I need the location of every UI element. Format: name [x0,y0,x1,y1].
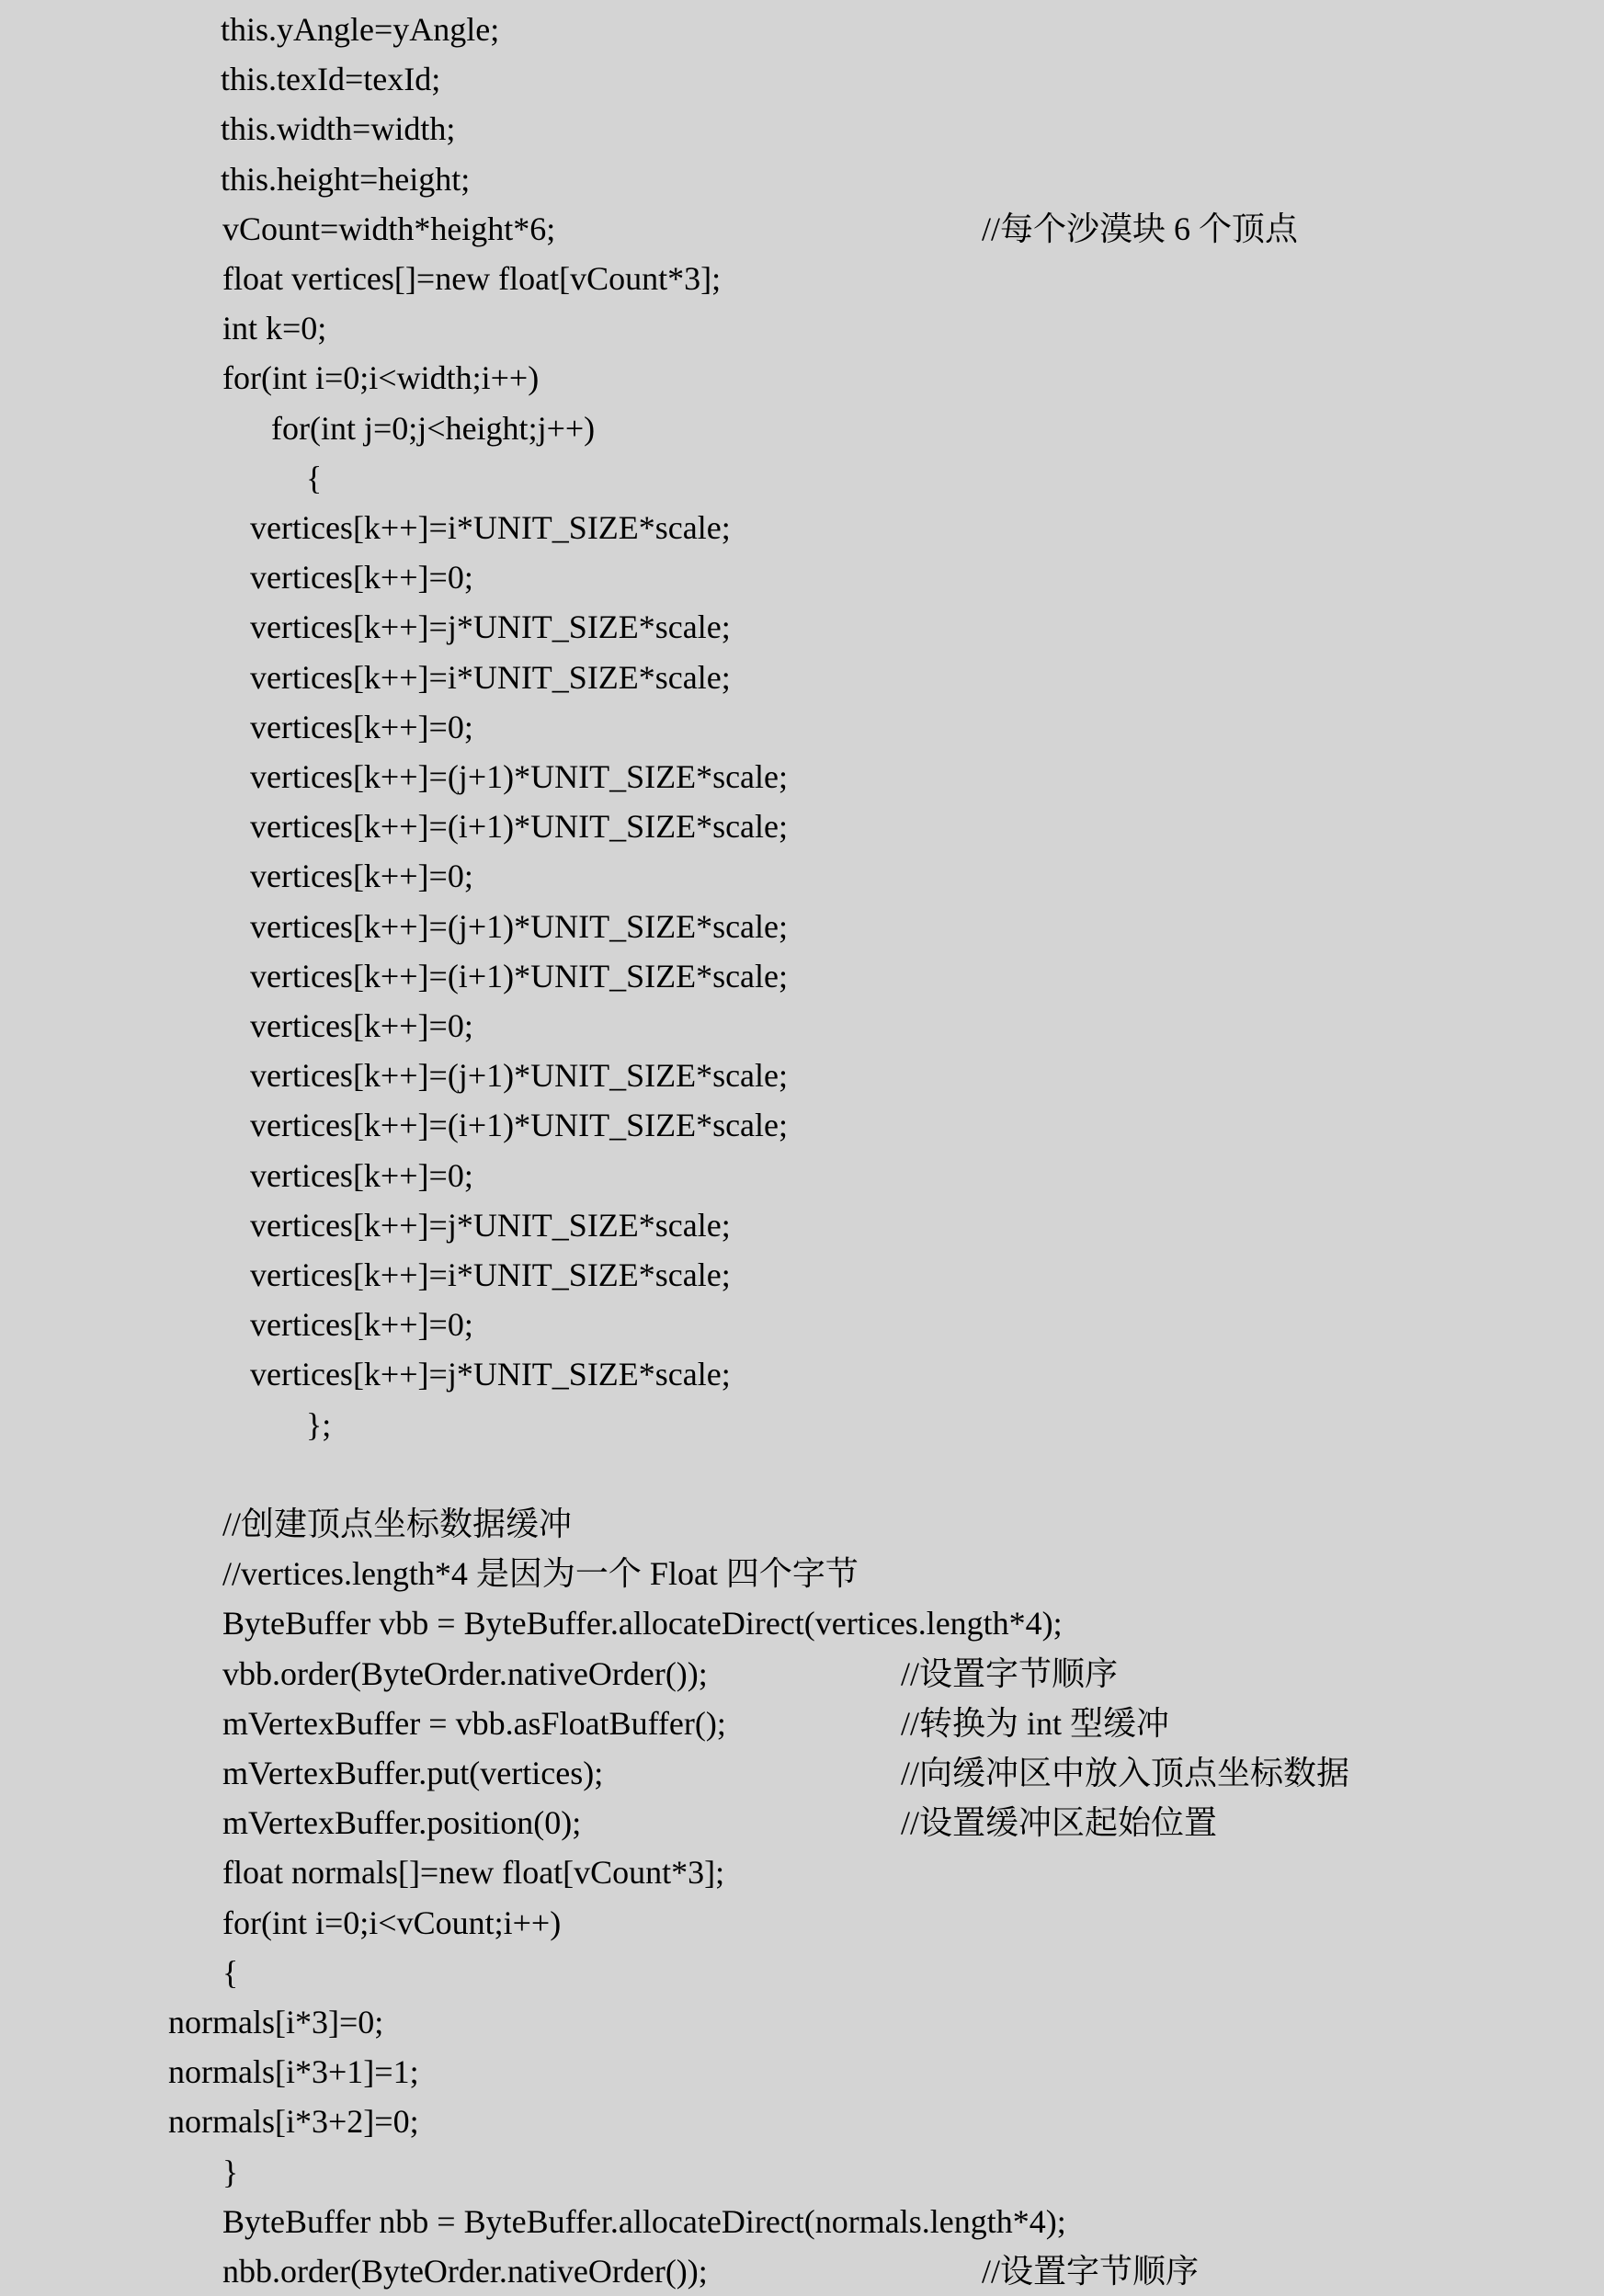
code-line: ByteBuffer vbb = ByteBuffer.allocateDirect(vertices.length*4); [222,1605,1063,1642]
code-line: vertices[k++]=(i+1)*UNIT_SIZE*scale; [250,808,789,846]
code-line: for(int i=0;i<vCount;i++) [222,1904,562,1941]
code-line: } [222,2153,239,2190]
code-line: float vertices[]=new float[vCount*3]; [222,260,722,297]
code-line: this.height=height; [221,160,471,198]
code-line: vertices[k++]=(i+1)*UNIT_SIZE*scale; [250,957,789,995]
code-line: nbb.order(ByteOrder.nativeOrder()); [222,2253,708,2290]
code-line: vertices[k++]=i*UNIT_SIZE*scale; [250,509,731,546]
code-line: for(int i=0;i<width;i++) [222,359,540,397]
code-line: vertices[k++]=i*UNIT_SIZE*scale; [250,1256,731,1293]
code-line: vertices[k++]=0; [250,1306,473,1344]
code-line: vertices[k++]=(j+1)*UNIT_SIZE*scale; [250,1057,789,1095]
code-comment: //设置缓冲区起始位置 [901,1804,1218,1842]
code-line: mVertexBuffer.put(vertices); [222,1755,604,1791]
code-comment: //向缓冲区中放入顶点坐标数据 [901,1755,1350,1791]
code-line: vbb.order(ByteOrder.nativeOrder()); [222,1654,708,1692]
code-line: normals[i*3]=0; [168,2004,384,2040]
code-line: vertices[k++]=(j+1)*UNIT_SIZE*scale; [250,758,789,795]
code-line: vertices[k++]=(i+1)*UNIT_SIZE*scale; [250,1107,789,1144]
code-line: ByteBuffer nbb = ByteBuffer.allocateDirect(normals.length*4); [222,2202,1066,2240]
code-line: //创建顶点坐标数据缓冲 [222,1506,573,1542]
code-line: int k=0; [222,310,327,347]
code-line: vertices[k++]=i*UNIT_SIZE*scale; [250,658,731,696]
code-line: mVertexBuffer = vbb.asFloatBuffer(); [222,1704,726,1742]
code-line: vertices[k++]=0; [250,708,473,745]
code-line: vertices[k++]=j*UNIT_SIZE*scale; [250,1206,731,1244]
code-line: this.yAngle=yAngle; [221,11,500,48]
code-line: for(int j=0;j<height;j++) [271,409,596,447]
code-line: vertices[k++]=(j+1)*UNIT_SIZE*scale; [250,907,789,945]
code-line: //vertices.length*4 是因为一个 Float 四个字节 [222,1555,859,1593]
code-line: float normals[]=new float[vCount*3]; [222,1854,725,1892]
code-comment: //每个沙漠块 6 个顶点 [982,210,1299,247]
code-comment: //转换为 int 型缓冲 [901,1704,1170,1742]
code-line: vertices[k++]=j*UNIT_SIZE*scale; [250,1356,731,1393]
code-line: vertices[k++]=0; [250,1156,473,1194]
code-comment: //设置字节顺序 [982,2253,1200,2290]
code-line: vCount=width*height*6; [222,210,556,247]
code-line: }; [306,1405,332,1443]
code-comment: //设置字节顺序 [901,1654,1119,1692]
code-line: vertices[k++]=0; [250,1007,473,1044]
code-line: normals[i*3+1]=1; [168,2053,419,2091]
code-line: vertices[k++]=j*UNIT_SIZE*scale; [250,608,731,646]
code-line: normals[i*3+2]=0; [168,2103,419,2141]
code-line: mVertexBuffer.position(0); [222,1804,582,1842]
code-line: this.width=width; [221,110,456,148]
code-line: vertices[k++]=0; [250,559,473,597]
code-line: { [306,459,323,496]
code-line: this.texId=texId; [221,61,441,98]
code-line: { [222,1953,239,1991]
code-line: vertices[k++]=0; [250,858,473,895]
